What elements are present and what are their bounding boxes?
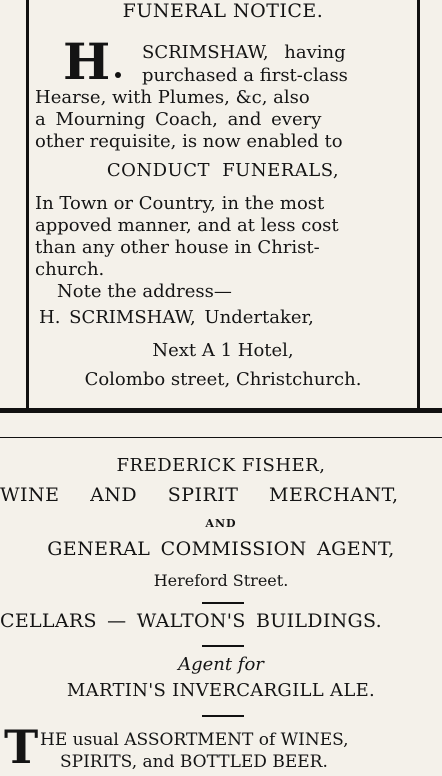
agent-label: Agent for [178,654,264,675]
body-line-3: Hearse, with Plumes, &c, also [35,87,310,108]
drop-cap-dot [115,72,121,78]
funeral-heading: FUNERAL NOTICE. [122,0,324,22]
dash-divider-1 [202,602,244,604]
address-line-1: Next A 1 Hotel, [152,340,294,361]
detail-line-1: In Town or Country, in the most [35,193,325,214]
agent-product: MARTIN'S INVERCARGILL ALE. [66,680,376,701]
detail-line-2: appoved manner, and at less cost [35,215,339,236]
cellars-line: CELLARS — WALTON'S BUILDINGS. [0,610,383,632]
merchant-trade: WINE AND SPIRIT MERCHANT, [0,484,399,506]
drop-cap-h: H [63,32,110,91]
drop-cap-t: T [4,720,39,774]
note-line: Note the address— [57,281,232,302]
dash-divider-2 [202,645,244,647]
merchant-trade-2: GENERAL COMMISSION AGENT, [47,538,395,560]
dash-divider-3 [202,715,244,717]
detail-line-4: church. [35,259,105,280]
body-line-2: purchased a first-class [142,65,348,86]
body-line-1: SCRIMSHAW, having [142,42,346,63]
merchant-street: Hereford Street. [153,571,289,590]
thin-divider [0,437,442,438]
detail-line-3: than any other house in Christ- [35,237,320,258]
closing-line-1: HE usual ASSORTMENT of WINES, [40,730,349,750]
merchant-name: FREDERICK FISHER, [116,455,326,476]
conjunction-and: AND [205,517,237,530]
heavy-divider [0,408,442,413]
funeral-notice-ad [26,0,420,408]
address-line-2: Colombo street, Christchurch. [84,369,362,390]
closing-line-2: SPIRITS, and BOTTLED BEER. [60,752,328,772]
body-line-4: a Mourning Coach, and every [35,109,322,130]
signature-line: H. SCRIMSHAW, Undertaker, [39,307,314,328]
body-line-5: other requisite, is now enabled to [35,131,343,152]
funeral-subheading: CONDUCT FUNERALS, [106,160,340,181]
